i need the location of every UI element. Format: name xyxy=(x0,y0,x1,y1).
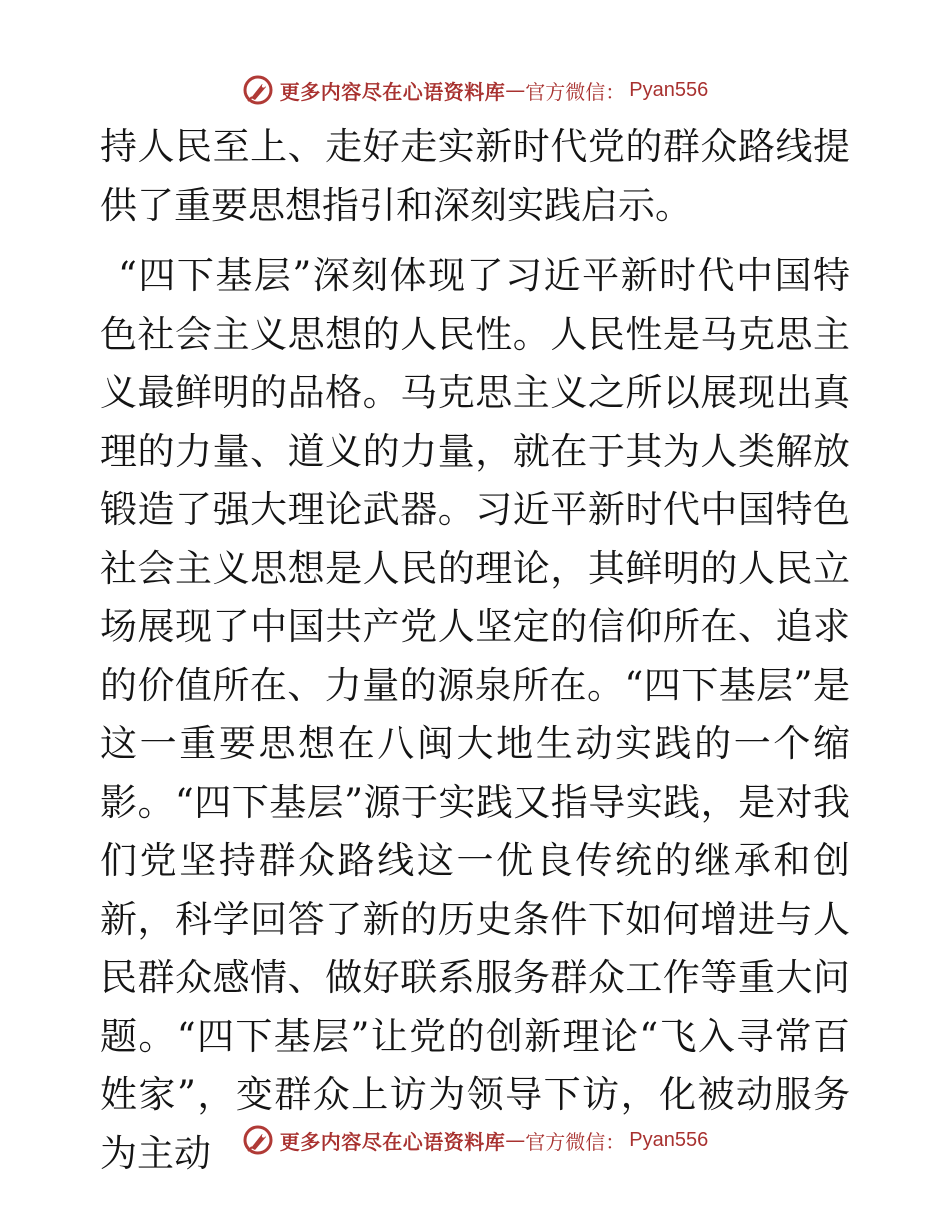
paragraph-2: “四下基层”深刻体现了习近平新时代中国特色社会主义思想的人民性。人民性是马克思主义最鲜明的品格。马克思主义之所以展现出真理的力量、道义的力量，就在于其为人类解放锻造了强大理论武器。习近平新时代中国特色社会主义思想是人民的理论，其鲜明的人民立场展现了中国共产党人坚定的信仰所在、追求的价值所在、力量的源泉所在。“四下基层”是这一重要思想在八闽大地生动实践的一个缩影。“四下基层”源于实践又指导实践，是对我们党坚持群众路线这一优良传统的继承和创新，科学回答了新的历史条件下如何增进与人民群众感情、做好联系服务群众工作等重大问题。“四下基层”让党的创新理论“飞入寻常百姓家”，变群众上访为领导下访，化被动服务为主动 xyxy=(100,254,850,1175)
footer-brand-text: 更多内容尽在心语资料库 xyxy=(279,1129,506,1154)
footer-wechat-id: Pyan556 xyxy=(629,1128,709,1151)
document-body xyxy=(100,118,850,1183)
header-separator: — xyxy=(505,78,526,102)
footer-separator: — xyxy=(505,1128,526,1152)
footer-wechat-label: 官方微信： xyxy=(525,1129,626,1154)
pen-nib-logo-icon xyxy=(242,74,274,106)
pen-nib-logo-icon xyxy=(242,1124,274,1156)
footer-banner xyxy=(0,1120,950,1160)
header-wechat-label: 官方微信： xyxy=(525,79,626,104)
header-brand-text: 更多内容尽在心语资料库 xyxy=(279,79,506,104)
header-wechat-id: Pyan556 xyxy=(629,78,709,101)
header-banner xyxy=(0,70,950,110)
paragraph-1: 持人民至上、走好走实新时代党的群众路线提供了重要思想指引和深刻实践启示。 xyxy=(100,125,850,227)
